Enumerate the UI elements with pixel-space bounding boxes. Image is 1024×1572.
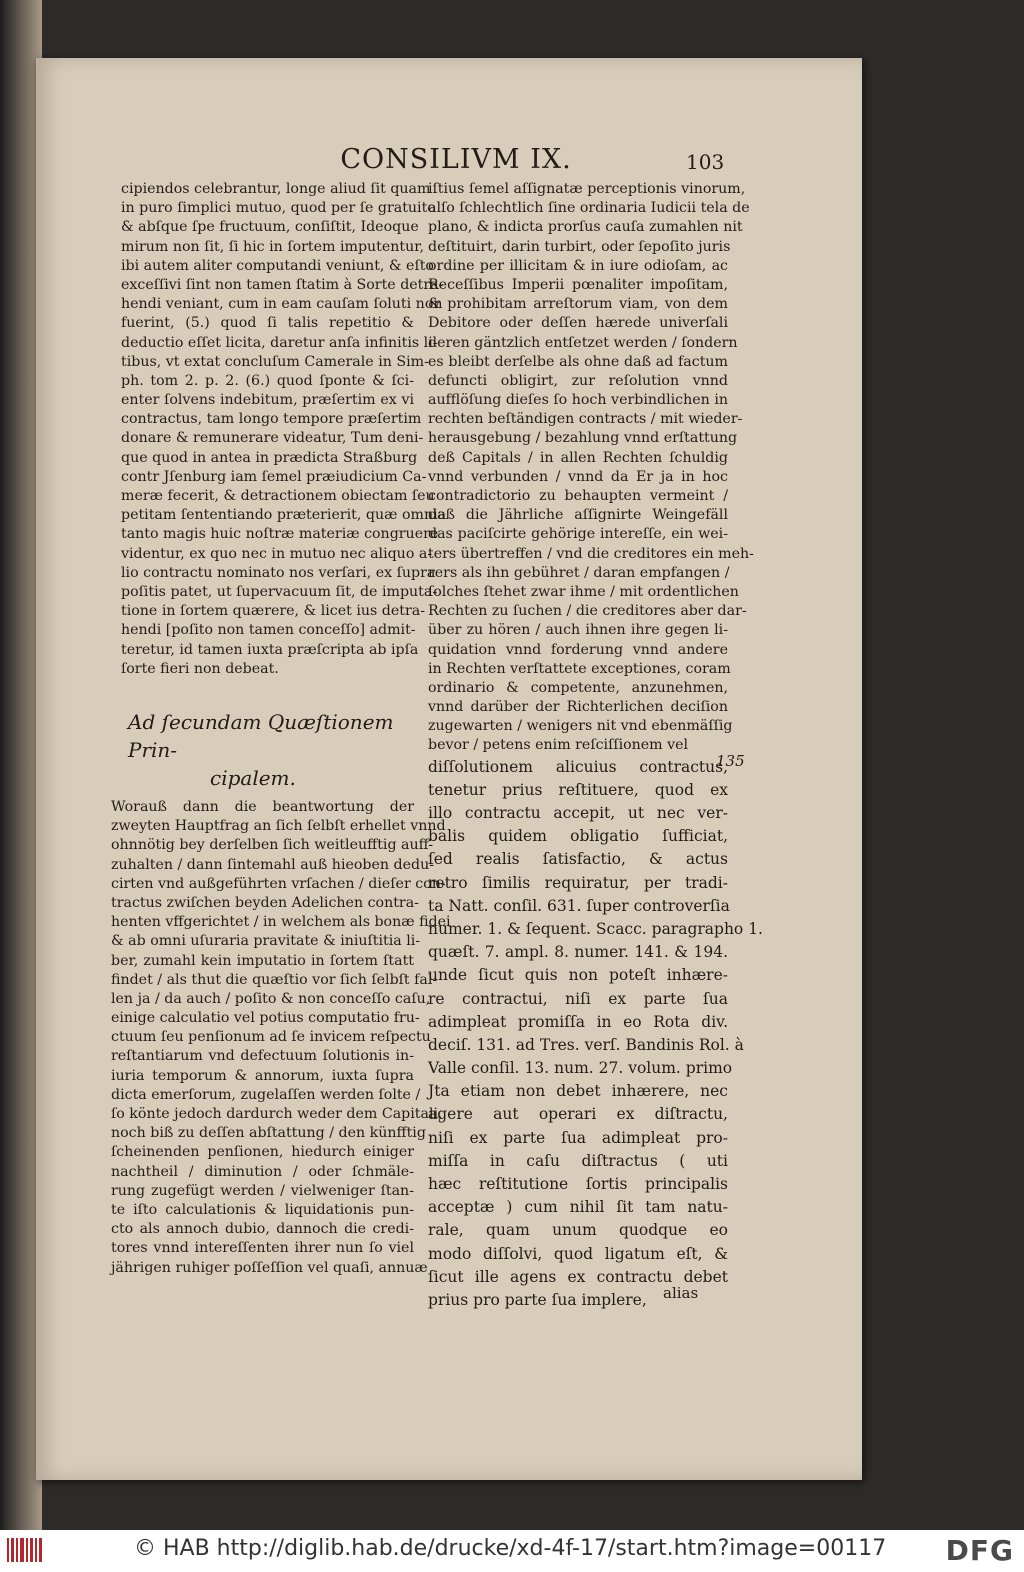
text-line: cto als annoch dubio, dannoch die credi- xyxy=(111,1221,414,1238)
text-line: Receſſibus Imperii pœnaliter impoſitam, xyxy=(428,276,728,293)
text-line: fuerint, (5.) quod ſi talis repetitio & xyxy=(121,315,414,332)
text-line: es bleibt derſelbe als ohne daß ad factum xyxy=(428,353,728,370)
text-line: videntur, ex quo nec in mutuo nec aliquo a- xyxy=(121,545,433,562)
text-line: agere aut operari ex diſtractu, xyxy=(428,1105,728,1124)
text-line: rale, quam unum quodque eo xyxy=(428,1221,728,1240)
text-line: adimpleat promiſſa in eo Rota div. xyxy=(428,1012,728,1031)
text-line: rers als ihn gebühret / daran empfangen / xyxy=(428,564,730,581)
text-line: donare & remunerare videatur, Tum deni- xyxy=(121,430,424,447)
text-line: ſed realis ſatisfactio, & actus xyxy=(428,850,728,869)
text-line: tractus zwiſchen beyden Adelichen contra- xyxy=(111,894,419,911)
margin-note: 135 xyxy=(716,752,745,770)
text-line: contr Jſenburg iam ſemel præiudicium Ca- xyxy=(121,468,427,485)
text-line: defuncti obligirt, zur reſolution vnnd xyxy=(428,372,728,389)
text-line: ſolches ſtehet zwar ihme / mit ordentlichen xyxy=(428,583,739,600)
text-line: zuhalten / dann ſintemahl auß hieoben dedu- xyxy=(111,856,435,873)
barcode-icon xyxy=(6,1536,44,1564)
text-line: das paciſcirte gehörige intereſſe, ein wei- xyxy=(428,526,728,543)
text-line: quæſt. 7. ampl. 8. numer. 141. & 194. xyxy=(428,943,728,962)
text-line: Jta etiam non debet inhærere, nec xyxy=(428,1082,728,1101)
text-line: cirten vnd außgeführten vrſachen / dieſer con- xyxy=(111,875,446,892)
text-line: zweyten Hauptfrag an ſich ſelbſt erhellet vnnd xyxy=(111,818,446,835)
text-line: & prohibitam arreſtorum viam, von dem xyxy=(428,296,728,313)
text-line: prius pro parte ſua implere, xyxy=(428,1290,647,1309)
text-line: deductio eſſet licita, daretur anſa infinitis li- xyxy=(121,334,438,351)
text-line: illo contractu accepit, ut nec ver- xyxy=(428,804,728,822)
text-line: ph. tom 2. p. 2. (6.) quod ſponte & ſci- xyxy=(121,372,414,389)
text-line: contractus, tam longo tempore præſertim xyxy=(121,411,422,428)
catchword: alias xyxy=(663,1284,699,1302)
left-column-bottom xyxy=(111,798,451,1278)
text-line: numer. 1. & ſequent. Scacc. paragrapho 1. xyxy=(428,919,763,938)
text-line: miſſa in caſu diſtractus ( uti xyxy=(428,1151,728,1170)
text-line: ohnnötig bey derſelben ſich weitleufftig auff- xyxy=(111,837,434,854)
text-line: henten vffgerichtet / in welchem als bonæ fidei xyxy=(111,914,451,931)
text-line: ber, zumahl kein imputatio in ſortem ſtatt xyxy=(111,952,414,969)
text-line: herausgebung / bezahlung vnnd erſtattung xyxy=(428,430,738,447)
text-line: acceptæ ) cum nihil ſit tam natu- xyxy=(428,1198,728,1217)
text-line: deren gäntzlich entſetzet werden / ſondern xyxy=(428,334,738,351)
text-line: zugewarten / wenigers nit vnd ebenmäſſig xyxy=(428,718,733,735)
text-line: ibi autem aliter computandi veniunt, & eſto xyxy=(121,257,434,274)
text-line: balis quidem obligatio ſufficiat, xyxy=(428,827,728,846)
text-line: tores vnnd intereſſenten ihrer nun ſo viel xyxy=(111,1240,414,1257)
text-line: vnnd darüber der Richterlichen deciſion xyxy=(428,699,728,716)
copyright-link[interactable]: © HAB http://diglib.hab.de/drucke/xd-4f-17/start.htm?image=00117 xyxy=(134,1536,887,1561)
text-line: Rechten zu ſuchen / die creditores aber dar- xyxy=(428,603,747,620)
page-number: 103 xyxy=(686,150,725,174)
text-line: iſtius ſemel aſſignatæ perceptionis vinorum, xyxy=(428,181,746,197)
footer-bar xyxy=(0,1530,1024,1572)
text-line: hendi [poſito non tamen conceſſo] admit- xyxy=(121,622,416,639)
text-line: ta Natt. conſil. 631. ſuper controverſia xyxy=(428,896,730,915)
text-line: Worauß dann die beantwortung der xyxy=(111,799,414,815)
text-line: in Rechten verſtattete exceptiones, coram xyxy=(428,660,731,677)
text-line: in puro ſimplici mutuo, quod per ſe gratuito xyxy=(121,200,436,217)
text-line: ordine per illicitam & in iure odioſam, ac xyxy=(428,257,728,274)
text-line: vnnd verbunden / vnnd da Er ja in hoc xyxy=(428,468,728,485)
text-line: que quod in antea in prædicta Straßburg xyxy=(121,449,418,466)
text-line: noch biß zu deſſen abſtattung / den künfftig xyxy=(111,1125,426,1142)
text-line: einige calculatio vel potius computatio fru- xyxy=(111,1010,420,1027)
text-line: ſo könte jedoch dardurch weder dem Capitali, xyxy=(111,1106,443,1122)
scanned-page xyxy=(36,58,862,1480)
text-line: ſicut ille agens ex contractu debet xyxy=(428,1267,728,1286)
text-line: Debitore oder deſſen hærede univerſali xyxy=(428,315,728,332)
text-line: meræ fecerit, & detractionem obiectam ſeu xyxy=(121,488,435,504)
text-line: dicta emerſorum, zugelaſſen werden ſolte / xyxy=(111,1086,421,1103)
text-line: aufflöſung dieſes ſo hoch verbindlichen in xyxy=(428,392,728,409)
text-line: unde ſicut quis non poteſt inhære- xyxy=(428,966,728,985)
text-line: tione in ſortem quærere, & licet ius detra- xyxy=(121,603,426,620)
text-line: tenetur prius reſtituere, quod ex xyxy=(428,780,728,799)
text-line: ſorte fieri non debeat. xyxy=(121,660,279,677)
text-line: contradictorio zu behaupten vermeint / xyxy=(428,488,728,504)
text-line: ordinario & competente, anzunehmen, xyxy=(428,679,728,696)
text-line: & abſque ſpe fructuum, conſiſtit, Ideoque xyxy=(121,219,419,236)
dfg-logo: DFG xyxy=(945,1534,1014,1567)
text-line: exceſſivi ſint non tamen ſtatim à Sorte detra- xyxy=(121,276,444,293)
text-line: findet / als thut die quæſtio vor ſich ſelbſt fal- xyxy=(111,971,438,988)
text-line: re contractui, niſi ex parte ſua xyxy=(428,989,728,1008)
text-line: modo diſſolvi, quod ligatum eſt, & xyxy=(428,1244,728,1263)
text-line: daß die Jährliche aſſignirte Weingefäll xyxy=(428,507,728,524)
text-line: alſo ſchlechtlich ſine ordinaria Iudicii tela de xyxy=(428,200,750,217)
text-line: deciſ. 131. ad Tres. verſ. Bandinis Rol. à xyxy=(428,1035,744,1054)
text-line: plano, & indicta prorſus cauſa zumahlen nit xyxy=(428,219,743,236)
text-line: ters übertreffen / vnd die creditores ein meh- xyxy=(428,545,754,562)
text-line: & ab omni uſuraria pravitate & iniuſtitia li- xyxy=(111,933,421,950)
text-line: iuria temporum & annorum, iuxta ſupra xyxy=(111,1067,414,1084)
section-subheading xyxy=(128,708,418,792)
text-line: über zu hören / auch ihnen ihre gegen li- xyxy=(428,622,728,639)
right-column-small-text xyxy=(428,180,754,756)
text-line: rung zugefügt werden / vielweniger ſtan- xyxy=(111,1182,414,1199)
text-line: len ja / da auch / poſito & non conceſſo caſu, xyxy=(111,990,431,1007)
text-line: jährigen ruhiger poſſeſſion vel quaſi, annuæ xyxy=(111,1259,428,1276)
text-line: deſtituirt, darin turbirt, oder ſepoſito juris xyxy=(428,238,731,255)
text-line: hendi veniant, cum in eam cauſam ſoluti non xyxy=(121,296,443,313)
text-line: Valle conſil. 13. num. 27. volum. primo xyxy=(428,1059,733,1078)
left-column-top xyxy=(121,180,447,679)
subheading-line-2: cipalem. xyxy=(210,766,296,790)
text-line: tibus, vt extat concluſum Camerale in Sim- xyxy=(121,353,429,370)
text-line: rechten beſtändigen contracts / mit wieder- xyxy=(428,411,743,428)
text-line: mirum non ſit, ſi hic in ſortem imputentur, xyxy=(121,238,424,255)
text-line: nachtheil / diminution / oder ſchmäle- xyxy=(111,1163,414,1180)
text-line: deß Capitals / in allen Rechten ſchuldig xyxy=(428,449,728,466)
text-line: bevor / petens enim reſciſſionem vel xyxy=(428,737,689,754)
text-line: teretur, id tamen iuxta præſcripta ab ipſa xyxy=(121,641,419,658)
text-line: enter ſolvens indebitum, præſertim ex vi xyxy=(121,392,414,409)
text-line: poſitis patet, ut ſupervacuum ſit, de imputa- xyxy=(121,583,438,600)
text-line: ſcheinenden penſionen, hiedurch einiger xyxy=(111,1144,414,1161)
text-line: lio contractu nominato nos verſari, ex ſupra xyxy=(121,564,436,581)
text-line: hæc reſtitutione ſortis principalis xyxy=(428,1175,728,1193)
text-line: diſſolutionem alicuius contractus, xyxy=(428,757,728,776)
text-line: tanto magis huic noſtræ materiæ congruere xyxy=(121,526,439,543)
text-line: ctuum ſeu penſionum ad ſe invicem reſpectu xyxy=(111,1029,431,1046)
text-line: reſtantiarum vnd defectuum ſolutionis in- xyxy=(111,1048,414,1065)
running-head-title: CONSILIVM IX. xyxy=(340,144,572,175)
subheading-line-1: Ad ſecundam Quæſtionem Prin- xyxy=(128,710,394,762)
text-line: quidation vnnd forderung vnnd andere xyxy=(428,641,728,658)
text-line: retro ſimilis requiratur, per tradi- xyxy=(428,873,728,892)
text-line: niſi ex parte ſua adimpleat pro- xyxy=(428,1128,728,1147)
text-line: cipiendos celebrantur, longe aliud ſit quam xyxy=(121,181,431,197)
text-line: petitam ſententiando præterierit, quæ omnia xyxy=(121,507,447,524)
text-line: te iſto calculationis & liquidationis pun- xyxy=(111,1201,414,1218)
